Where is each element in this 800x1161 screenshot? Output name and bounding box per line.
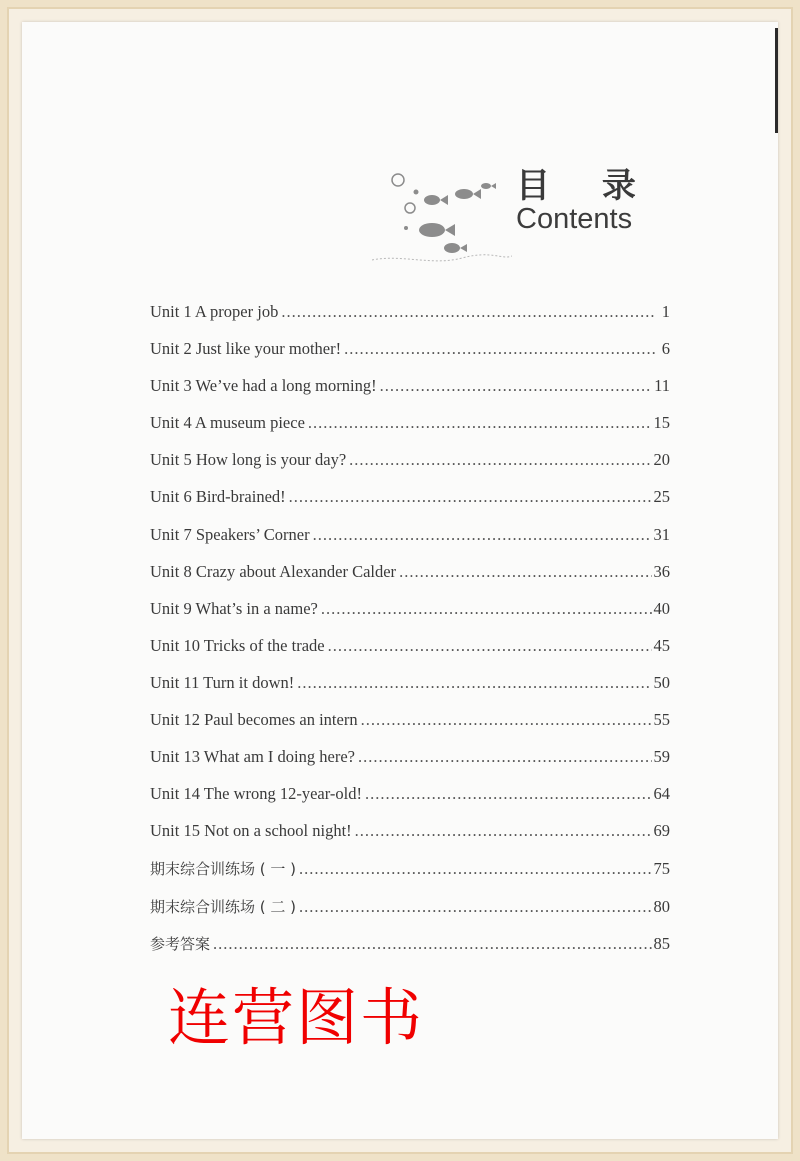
toc-title: 期末综合训练场 ( 二 ) bbox=[150, 897, 297, 916]
toc-page: 59 bbox=[653, 747, 670, 767]
toc-leader bbox=[308, 413, 652, 433]
toc-title: Unit 13 What am I doing here? bbox=[150, 747, 355, 767]
toc-item bbox=[150, 339, 670, 376]
toc-page: 50 bbox=[653, 672, 670, 692]
toc-title: Unit 2 Just like your mother! bbox=[150, 339, 342, 359]
toc-page: 80 bbox=[653, 896, 670, 916]
toc-item bbox=[150, 784, 670, 821]
toc-title: Unit 8 Crazy about Alexander Calder bbox=[150, 561, 397, 581]
toc-leader bbox=[299, 859, 651, 879]
contents-heading-chinese: 目 录 bbox=[516, 166, 656, 206]
toc-page: 1 bbox=[661, 302, 670, 321]
toc-item bbox=[150, 821, 670, 858]
toc-page: 25 bbox=[653, 487, 670, 507]
toc-leader bbox=[344, 339, 656, 359]
toc-item bbox=[150, 487, 670, 524]
toc-leader bbox=[213, 934, 651, 954]
toc-title: Unit 12 Paul becomes an intern bbox=[150, 710, 358, 730]
toc-page: 45 bbox=[653, 635, 670, 655]
toc-leader bbox=[299, 897, 651, 917]
toc-item bbox=[150, 636, 670, 673]
toc-title: 参考答案 bbox=[150, 934, 211, 953]
toc-item bbox=[150, 413, 670, 450]
toc-item bbox=[150, 302, 670, 339]
toc-leader bbox=[281, 302, 656, 322]
toc-page: 15 bbox=[653, 413, 670, 433]
toc-title: Unit 3 We’ve had a long morning! bbox=[150, 376, 377, 396]
toc-leader bbox=[349, 450, 651, 470]
toc-item bbox=[150, 933, 670, 970]
toc-title: Unit 6 Bird-brained! bbox=[150, 487, 286, 507]
toc-page: 40 bbox=[653, 598, 670, 618]
toc-leader bbox=[321, 599, 652, 619]
toc-page: 69 bbox=[653, 821, 670, 841]
contents-heading bbox=[516, 166, 656, 234]
toc-leader bbox=[399, 562, 651, 582]
toc-page: 75 bbox=[653, 859, 670, 879]
toc-leader bbox=[365, 784, 652, 804]
toc-page: 31 bbox=[653, 524, 670, 544]
toc-item bbox=[150, 858, 670, 895]
toc-page: 20 bbox=[653, 450, 670, 470]
toc-leader bbox=[297, 673, 651, 693]
toc-title: Unit 4 A museum piece bbox=[150, 413, 305, 433]
toc-leader bbox=[358, 747, 652, 767]
toc-title: Unit 10 Tricks of the trade bbox=[150, 635, 325, 655]
toc-title: Unit 5 How long is your day? bbox=[150, 450, 347, 470]
toc-leader bbox=[361, 710, 652, 730]
toc-leader bbox=[289, 487, 652, 507]
toc-title: Unit 11 Turn it down! bbox=[150, 672, 295, 692]
toc-leader bbox=[313, 525, 652, 545]
toc-page: 6 bbox=[661, 339, 670, 359]
toc-item bbox=[150, 599, 670, 636]
toc-title: Unit 7 Speakers’ Corner bbox=[150, 524, 310, 544]
toc-item bbox=[150, 673, 670, 710]
table-of-contents bbox=[150, 302, 670, 970]
toc-item bbox=[150, 376, 670, 413]
toc-item bbox=[150, 525, 670, 562]
publisher-watermark: 连营图书 bbox=[168, 981, 425, 1054]
toc-page: 85 bbox=[653, 933, 670, 953]
toc-item bbox=[150, 896, 670, 933]
fish-decoration-icon bbox=[372, 168, 512, 268]
contents-heading-english: Contents bbox=[516, 203, 633, 235]
toc-leader bbox=[380, 376, 653, 396]
page-edge-line bbox=[775, 28, 778, 133]
toc-item bbox=[150, 747, 670, 784]
toc-leader bbox=[328, 636, 652, 656]
toc-title: Unit 9 What’s in a name? bbox=[150, 598, 318, 618]
toc-page: 36 bbox=[653, 561, 670, 581]
toc-item bbox=[150, 562, 670, 599]
toc-page: 11 bbox=[654, 376, 670, 396]
toc-item bbox=[150, 710, 670, 747]
toc-page: 64 bbox=[653, 784, 670, 804]
toc-title: Unit 15 Not on a school night! bbox=[150, 821, 352, 841]
toc-page: 55 bbox=[653, 710, 670, 730]
toc-title: 期末综合训练场 ( 一 ) bbox=[150, 860, 297, 879]
toc-item bbox=[150, 450, 670, 487]
toc-leader bbox=[355, 821, 652, 841]
toc-title: Unit 1 A proper job bbox=[150, 302, 279, 321]
toc-title: Unit 14 The wrong 12-year-old! bbox=[150, 784, 362, 804]
